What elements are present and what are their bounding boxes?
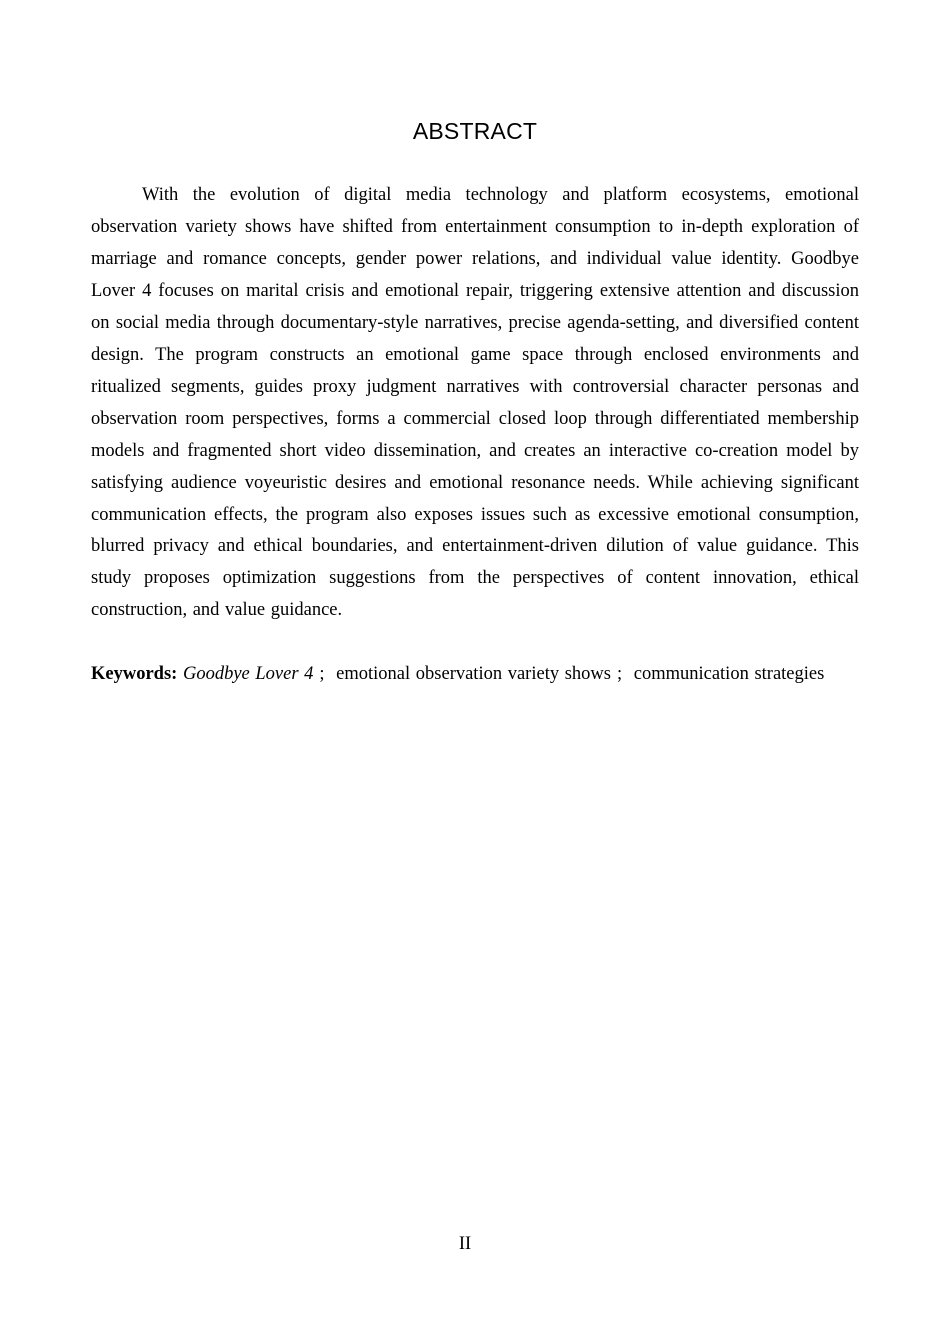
abstract-title: ABSTRACT <box>412 118 538 144</box>
keyword-separator: ; <box>616 664 623 684</box>
keywords-label: Keywords: <box>91 664 178 684</box>
keyword-item: communication strategies <box>633 664 825 684</box>
page-number: II <box>458 1234 472 1254</box>
keyword-separator: ; <box>319 664 325 684</box>
keyword-item: emotional observation variety shows <box>336 664 611 684</box>
keyword-item: Goodbye Lover 4 <box>182 664 314 684</box>
keywords-line <box>91 659 859 691</box>
abstract-body: With the evolution of digital media technology and platform ecosystems, emotional observation variety shows have shifted from entertainment consumption to in-depth exploration of marriage and romance concepts, gender power relations, and individual value identity. Goodbye Lover 4 focuses on marital crisis and emotional repair, triggering extensive attention and discussion on social media through documentary-style narratives, precise agenda-setting, and diversified content design. The program constructs an emotional game space through enclosed environments and ritualized segments, guides proxy judgment narratives with controversial character personas and observation room perspectives, forms a commercial closed loop through differentiated membership models and fragmented short video dissemination, and creates an interactive co-creation model by satisfying audience voyeuristic desires and emotional resonance needs. While achieving significant communication effects, the program also exposes issues such as excessive emotional consumption, blurred privacy and ethical boundaries, and entertainment-driven dilution of value guidance. This study proposes optimization suggestions from the perspectives of content innovation, ethical construction, and value guidance. <box>91 185 859 621</box>
